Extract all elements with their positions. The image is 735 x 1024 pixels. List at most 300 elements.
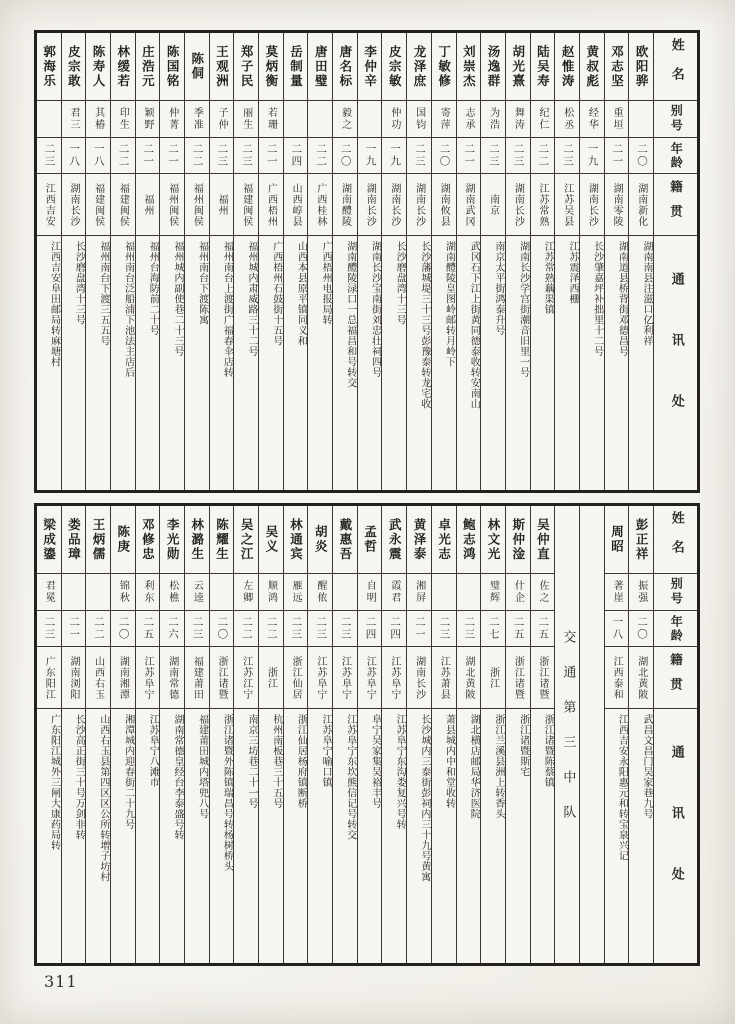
alias-cell — [62, 574, 86, 611]
person-column — [85, 506, 110, 963]
native-cell: 湖南长沙 — [358, 174, 382, 236]
age-cell: 二四 — [382, 611, 406, 647]
person-column — [456, 33, 481, 490]
native-cell: 福州闽侯 — [185, 174, 209, 236]
age-cell: 二四 — [284, 138, 308, 174]
native-cell: 广西梧州 — [259, 174, 283, 236]
age-cell: 二三 — [407, 138, 431, 174]
age-cell: 二二 — [308, 138, 332, 174]
address-cell: 湖南南县注滋口亿利祥 — [641, 241, 652, 346]
name-cell: 卓光志 — [432, 506, 456, 574]
name-cell: 黄叔彪 — [580, 33, 604, 101]
native-cell: 湖南攸县 — [432, 174, 456, 236]
header-native-label: 籍贯 — [654, 174, 697, 236]
person-column — [283, 506, 308, 963]
alias-cell: 霞君 — [382, 574, 406, 611]
age-cell: 二一 — [605, 138, 629, 174]
address-cell: 山西本县原平镇同义和 — [295, 241, 307, 346]
address-cell: 湖南长沙学宫街潮音旧里一号 — [517, 241, 529, 378]
person-column — [480, 33, 505, 490]
person-column — [37, 506, 61, 963]
name-cell: 王炳儒 — [86, 506, 110, 574]
age-cell: 二二 — [185, 138, 209, 174]
name-cell: 鲍志鸿 — [457, 506, 481, 574]
name-cell: 汤逸群 — [481, 33, 505, 101]
alias-cell — [86, 574, 110, 611]
person-column — [283, 33, 308, 490]
address-cell: 湖北横店邮局华济医院 — [468, 714, 480, 819]
person-column — [431, 506, 456, 963]
alias-cell: 颖野 — [136, 101, 160, 138]
header-alias-label: 别号 — [654, 101, 697, 138]
alias-cell: 君冕 — [37, 574, 61, 611]
address-cell: 长沙藩城堤三十三号彭豫泰转龙宅收 — [418, 241, 430, 409]
name-cell: 林通宾 — [284, 506, 308, 574]
alias-cell — [284, 101, 308, 138]
header-column-top — [653, 33, 697, 490]
age-cell: 二五 — [506, 611, 530, 647]
person-column — [135, 506, 160, 963]
native-cell: 广东阳江 — [37, 647, 61, 709]
alias-cell: 若珊 — [259, 101, 283, 138]
person-column — [604, 33, 629, 490]
address-cell: 萧县城内中和堂收转 — [443, 714, 455, 809]
alias-cell — [629, 101, 653, 138]
native-cell: 江西吉安 — [37, 174, 61, 236]
name-cell: 陈侗 — [185, 33, 209, 101]
age-cell: 二〇 — [333, 138, 357, 174]
alias-cell: 季准 — [185, 101, 209, 138]
alias-cell: 君三 — [62, 101, 86, 138]
address-cell: 广西梧州电报局转 — [320, 241, 332, 325]
address-cell: 武冈石下江上街黄同德泰收转安南山 — [468, 241, 480, 409]
name-cell: 李仲辛 — [358, 33, 382, 101]
name-cell: 邓修忠 — [136, 506, 160, 574]
age-cell: 二二 — [531, 138, 555, 174]
person-column — [61, 506, 86, 963]
alias-cell — [432, 574, 456, 611]
header-native-label: 籍贯 — [654, 647, 697, 709]
name-cell: 黄泽泰 — [407, 506, 431, 574]
age-cell: 二二 — [234, 611, 258, 647]
name-cell: 林缓若 — [111, 33, 135, 101]
alias-cell: 云逵 — [185, 574, 209, 611]
address-cell: 江苏阜宁喻口镇 — [320, 714, 332, 788]
person-column — [37, 33, 61, 490]
native-cell: 湖南醴陵 — [333, 174, 357, 236]
address-cell: 山西右玉县第四区区公所转增子坊村 — [97, 714, 109, 882]
native-cell: 浙江诸暨 — [506, 647, 530, 709]
age-cell: 二一 — [62, 611, 86, 647]
alias-cell — [308, 101, 332, 138]
person-column — [110, 506, 135, 963]
age-cell: 二三 — [37, 138, 61, 174]
native-cell: 江苏阜宁 — [358, 647, 382, 709]
person-column — [307, 33, 332, 490]
person-column — [233, 506, 258, 963]
person-column — [381, 33, 406, 490]
native-cell: 湖南浏阳 — [62, 647, 86, 709]
name-cell: 岳制量 — [284, 33, 308, 101]
name-cell: 邓志坚 — [605, 33, 629, 101]
spacer-cell — [580, 506, 604, 963]
person-column — [406, 506, 431, 963]
native-cell: 福建闽侯 — [234, 174, 258, 236]
native-cell: 浙江 — [481, 647, 505, 709]
person-column — [85, 33, 110, 490]
native-cell: 广西桂林 — [308, 174, 332, 236]
alias-cell: 寄萍 — [432, 101, 456, 138]
native-cell: 福建闽侯 — [86, 174, 110, 236]
age-cell: 二〇 — [210, 611, 234, 647]
alias-cell: 湘屏 — [407, 574, 431, 611]
age-cell: 二二 — [259, 611, 283, 647]
person-column — [184, 33, 209, 490]
address-cell: 长沙磨盘湾十三号 — [394, 241, 406, 325]
age-cell: 二四 — [358, 611, 382, 647]
alias-cell: 志承 — [457, 101, 481, 138]
alias-cell — [358, 101, 382, 138]
alias-cell: 丽生 — [234, 101, 258, 138]
address-cell: 江苏常熟藕渠镇 — [542, 241, 554, 315]
header-alias-label: 别号 — [654, 574, 697, 611]
alias-cell: 著崖 — [605, 574, 629, 611]
age-cell: 二三 — [308, 611, 332, 647]
address-cell: 湖南常德皇经台李泰盛号转 — [171, 714, 183, 840]
name-cell: 娄品璋 — [62, 506, 86, 574]
section-label: 交通第三中队 — [560, 629, 576, 840]
name-cell: 龙泽庶 — [407, 33, 431, 101]
native-cell: 湖南长沙 — [407, 647, 431, 709]
alias-cell: 左卿 — [234, 574, 258, 611]
name-cell: 吴仲直 — [531, 506, 555, 574]
header-name-label: 姓名 — [654, 33, 697, 101]
person-column — [332, 506, 357, 963]
person-column — [332, 33, 357, 490]
age-cell: 二〇 — [111, 611, 135, 647]
age-cell: 二〇 — [629, 611, 653, 647]
name-cell: 赵惟涛 — [555, 33, 579, 101]
alias-cell: 纪仁 — [531, 101, 555, 138]
name-cell: 陈国铭 — [160, 33, 184, 101]
person-column — [110, 33, 135, 490]
address-cell: 杭州南板巷三十五号 — [270, 714, 282, 809]
address-cell: 湖南长沙宝南街刘忠壮祠四号 — [369, 241, 381, 378]
native-cell: 江苏阜宁 — [136, 647, 160, 709]
person-column — [456, 506, 481, 963]
native-cell: 湖南长沙 — [580, 174, 604, 236]
alias-cell: 利东 — [136, 574, 160, 611]
name-cell: 陆吴寿 — [531, 33, 555, 101]
name-cell: 郑子民 — [234, 33, 258, 101]
address-cell: 福州南台泛船浦下池法主店后 — [122, 241, 134, 378]
person-column — [307, 506, 332, 963]
address-cell: 广西梧州石鼓街十五号 — [270, 241, 282, 346]
age-cell: 二一 — [160, 138, 184, 174]
roster-table-top — [34, 30, 700, 493]
native-cell: 湖南常德 — [160, 647, 184, 709]
address-cell: 武昌文昌门吴家巷九号 — [641, 714, 652, 819]
name-cell: 梁成鎏 — [37, 506, 61, 574]
name-cell: 莫炳衡 — [259, 33, 283, 101]
native-cell: 山西崞县 — [284, 174, 308, 236]
age-cell: 二一 — [259, 138, 283, 174]
age-cell: 一九 — [358, 138, 382, 174]
address-cell: 浙江诸暨陈蔡镇 — [542, 714, 554, 788]
native-cell: 江苏阜宁 — [308, 647, 332, 709]
address-cell: 福州台海防前二十号 — [147, 241, 159, 336]
address-cell: 福州南台上渡街广福春伞店转 — [221, 241, 233, 378]
native-cell: 福州 — [136, 174, 160, 236]
person-column — [233, 33, 258, 490]
name-cell: 唐田璧 — [308, 33, 332, 101]
name-cell: 皮宗敏 — [382, 33, 406, 101]
age-cell: 二二 — [86, 611, 110, 647]
person-column — [209, 33, 234, 490]
name-cell: 刘崇杰 — [457, 33, 481, 101]
native-cell: 湖北黄陂 — [629, 647, 653, 709]
alias-cell: 顺鸿 — [259, 574, 283, 611]
person-column — [357, 506, 382, 963]
header-age-label: 年龄 — [654, 611, 697, 647]
name-cell: 庄浩元 — [136, 33, 160, 101]
native-cell: 福建莆田 — [185, 647, 209, 709]
address-cell: 湖南醴陵皇图岭邮转月岭下 — [443, 241, 455, 367]
age-cell: 二〇 — [432, 138, 456, 174]
age-cell: 二二 — [111, 138, 135, 174]
age-cell: 二五 — [531, 611, 555, 647]
name-cell: 欧阳骅 — [629, 33, 653, 101]
age-cell: 二三 — [432, 611, 456, 647]
name-cell: 皮宗敢 — [62, 33, 86, 101]
age-cell: 二〇 — [629, 138, 653, 174]
age-cell: 二六 — [160, 611, 184, 647]
alias-cell: 舞涛 — [506, 101, 530, 138]
address-cell: 浙江仙居杨府镇断桥 — [295, 714, 307, 809]
native-cell: 南京 — [481, 174, 505, 236]
alias-cell: 国钧 — [407, 101, 431, 138]
alias-cell: 仲菁 — [160, 101, 184, 138]
person-column — [258, 506, 283, 963]
name-cell: 彭正祥 — [629, 506, 653, 574]
age-cell: 二三 — [481, 138, 505, 174]
native-cell: 浙江诸暨 — [531, 647, 555, 709]
alias-cell: 什企 — [506, 574, 530, 611]
alias-cell: 佐之 — [531, 574, 555, 611]
person-column — [554, 33, 579, 490]
person-column — [628, 506, 653, 963]
name-cell: 林文光 — [481, 506, 505, 574]
address-cell: 福建莆田城内塔兜八号 — [196, 714, 208, 819]
alias-cell: 振强 — [629, 574, 653, 611]
name-cell: 李光勋 — [160, 506, 184, 574]
name-cell: 陈寿人 — [86, 33, 110, 101]
address-cell: 湖南醴陵渌口一总福昌和号转交 — [344, 241, 356, 388]
person-column — [159, 506, 184, 963]
address-cell: 浙江诸暨外陈镇瑞昌号转杨树桥头 — [221, 714, 233, 872]
address-cell: 南京三坊巷二十一号 — [246, 714, 257, 809]
alias-cell: 松丞 — [555, 101, 579, 138]
alias-cell — [457, 574, 481, 611]
address-cell: 浙江诸暨斯宅 — [517, 714, 529, 777]
person-column — [604, 506, 629, 963]
alias-cell: 毅之 — [333, 101, 357, 138]
alias-cell: 为浩 — [481, 101, 505, 138]
age-cell: 二三 — [333, 611, 357, 647]
age-cell: 二三 — [506, 138, 530, 174]
alias-cell: 锦秋 — [111, 574, 135, 611]
native-cell: 江西泰和 — [605, 647, 629, 709]
page-number: 311 — [44, 972, 78, 991]
native-cell: 湖北黄陂 — [457, 647, 481, 709]
native-cell: 江苏阜宁 — [333, 647, 357, 709]
address-cell: 福州城内肃威路三十二号 — [246, 241, 257, 357]
name-cell: 丁敏修 — [432, 33, 456, 101]
person-column — [357, 33, 382, 490]
native-cell: 湖南长沙 — [506, 174, 530, 236]
address-cell: 福州南台下渡三五五号 — [97, 241, 109, 346]
section-divider-column — [554, 506, 579, 963]
native-cell: 湖南新化 — [629, 174, 653, 236]
age-cell: 二三 — [555, 138, 579, 174]
address-cell: 长沙城内三泰街彭祠内三十九号黄寓 — [418, 714, 430, 882]
native-cell: 湖南长沙 — [407, 174, 431, 236]
header-age-label: 年龄 — [654, 138, 697, 174]
age-cell: 二七 — [481, 611, 505, 647]
name-cell: 胡光熹 — [506, 33, 530, 101]
address-cell: 江苏阜宁八滩市 — [147, 714, 159, 788]
address-cell: 江苏阜宁东沟娄复兴号转 — [394, 714, 406, 830]
person-column — [209, 506, 234, 963]
person-column — [431, 33, 456, 490]
native-cell: 江苏萧县 — [432, 647, 456, 709]
address-cell: 长沙高正街三十号万剑非转 — [73, 714, 85, 840]
person-column — [480, 506, 505, 963]
address-cell: 江苏震泽西栅 — [566, 241, 578, 304]
native-cell: 浙江诸暨 — [210, 647, 234, 709]
native-cell: 湖南长沙 — [62, 174, 86, 236]
person-column — [406, 33, 431, 490]
alias-cell — [37, 101, 61, 138]
name-cell: 陈耀生 — [210, 506, 234, 574]
age-cell: 二一 — [457, 138, 481, 174]
address-cell: 广东阳江城外三闸大康药局转 — [48, 714, 60, 851]
native-cell: 江苏江宁 — [234, 647, 258, 709]
name-cell: 戴惠吾 — [333, 506, 357, 574]
name-cell: 吴义 — [259, 506, 283, 574]
person-column — [579, 33, 604, 490]
person-column — [628, 33, 653, 490]
name-cell: 林潞生 — [185, 506, 209, 574]
alias-cell: 印生 — [111, 101, 135, 138]
spacer-column — [579, 506, 604, 963]
age-cell: 二五 — [136, 611, 160, 647]
name-cell: 王观洲 — [210, 33, 234, 101]
name-cell: 孟哲 — [358, 506, 382, 574]
name-cell: 胡炎 — [308, 506, 332, 574]
person-column — [159, 33, 184, 490]
native-cell: 江苏常熟 — [531, 174, 555, 236]
age-cell: 一八 — [86, 138, 110, 174]
header-address-label: 通讯处 — [668, 271, 684, 455]
alias-cell: 醒侬 — [308, 574, 332, 611]
header-column-bottom — [653, 506, 697, 963]
native-cell: 浙江仙居 — [284, 647, 308, 709]
age-cell: 一八 — [605, 611, 629, 647]
age-cell: 二一 — [407, 611, 431, 647]
person-column — [530, 506, 555, 963]
person-column — [505, 33, 530, 490]
age-cell: 二三 — [234, 138, 258, 174]
native-cell: 湖南湘潭 — [111, 647, 135, 709]
person-column — [530, 33, 555, 490]
native-cell: 福州 — [210, 174, 234, 236]
roster-table-bottom — [34, 503, 700, 966]
address-cell: 浙江兰溪县洲上转香头 — [492, 714, 504, 819]
person-column — [505, 506, 530, 963]
alias-cell: 璧辉 — [481, 574, 505, 611]
alias-cell: 子仲 — [210, 101, 234, 138]
name-cell: 斯仲淦 — [506, 506, 530, 574]
address-cell: 江西吉安阜田邮局转麻塘村 — [48, 241, 60, 367]
native-cell: 湖南武冈 — [457, 174, 481, 236]
alias-cell — [333, 574, 357, 611]
alias-cell: 其椿 — [86, 101, 110, 138]
person-column — [258, 33, 283, 490]
name-cell: 陈庚 — [111, 506, 135, 574]
address-cell: 江西吉安永阳惠元和转宝泉兴记 — [616, 714, 628, 861]
alias-cell: 松樵 — [160, 574, 184, 611]
name-cell: 吴之江 — [234, 506, 258, 574]
name-cell: 武永震 — [382, 506, 406, 574]
age-cell: 二三 — [37, 611, 61, 647]
age-cell: 二三 — [284, 611, 308, 647]
address-cell: 湘潭城内迎春街二十九号 — [122, 714, 134, 830]
address-cell: 阜宁吴家集吴裕丰号 — [369, 714, 381, 809]
alias-cell: 自明 — [358, 574, 382, 611]
person-column — [135, 33, 160, 490]
native-cell: 浙江 — [259, 647, 283, 709]
native-cell: 福建闽侯 — [111, 174, 135, 236]
alias-cell: 仲功 — [382, 101, 406, 138]
age-cell: 一九 — [382, 138, 406, 174]
age-cell: 二三 — [210, 138, 234, 174]
native-cell: 江苏吴县 — [555, 174, 579, 236]
native-cell: 江苏阜宁 — [382, 647, 406, 709]
alias-cell: 经华 — [580, 101, 604, 138]
header-name-label: 姓名 — [654, 506, 697, 574]
person-column — [184, 506, 209, 963]
person-column — [61, 33, 86, 490]
alias-cell: 雁远 — [284, 574, 308, 611]
age-cell: 二三 — [457, 611, 481, 647]
native-cell: 湖南长沙 — [382, 174, 406, 236]
age-cell: 一九 — [580, 138, 604, 174]
alias-cell — [210, 574, 234, 611]
header-address-label: 通讯处 — [668, 744, 684, 928]
address-cell: 湖南道县桥背街邓德昌号 — [616, 241, 628, 357]
native-cell: 福州闽侯 — [160, 174, 184, 236]
age-cell: 二三 — [185, 611, 209, 647]
age-cell: 二一 — [136, 138, 160, 174]
address-cell: 福州城内副使巷二十三号 — [171, 241, 183, 357]
name-cell: 唐名标 — [333, 33, 357, 101]
address-cell: 长沙肇嘉坪补拙里十二号 — [591, 241, 603, 357]
address-cell: 南京太平街鸿泰升号 — [492, 241, 504, 336]
name-cell: 郭海乐 — [37, 33, 61, 101]
age-cell: 一八 — [62, 138, 86, 174]
address-cell: 福州南台下渡陈寓 — [196, 241, 208, 325]
